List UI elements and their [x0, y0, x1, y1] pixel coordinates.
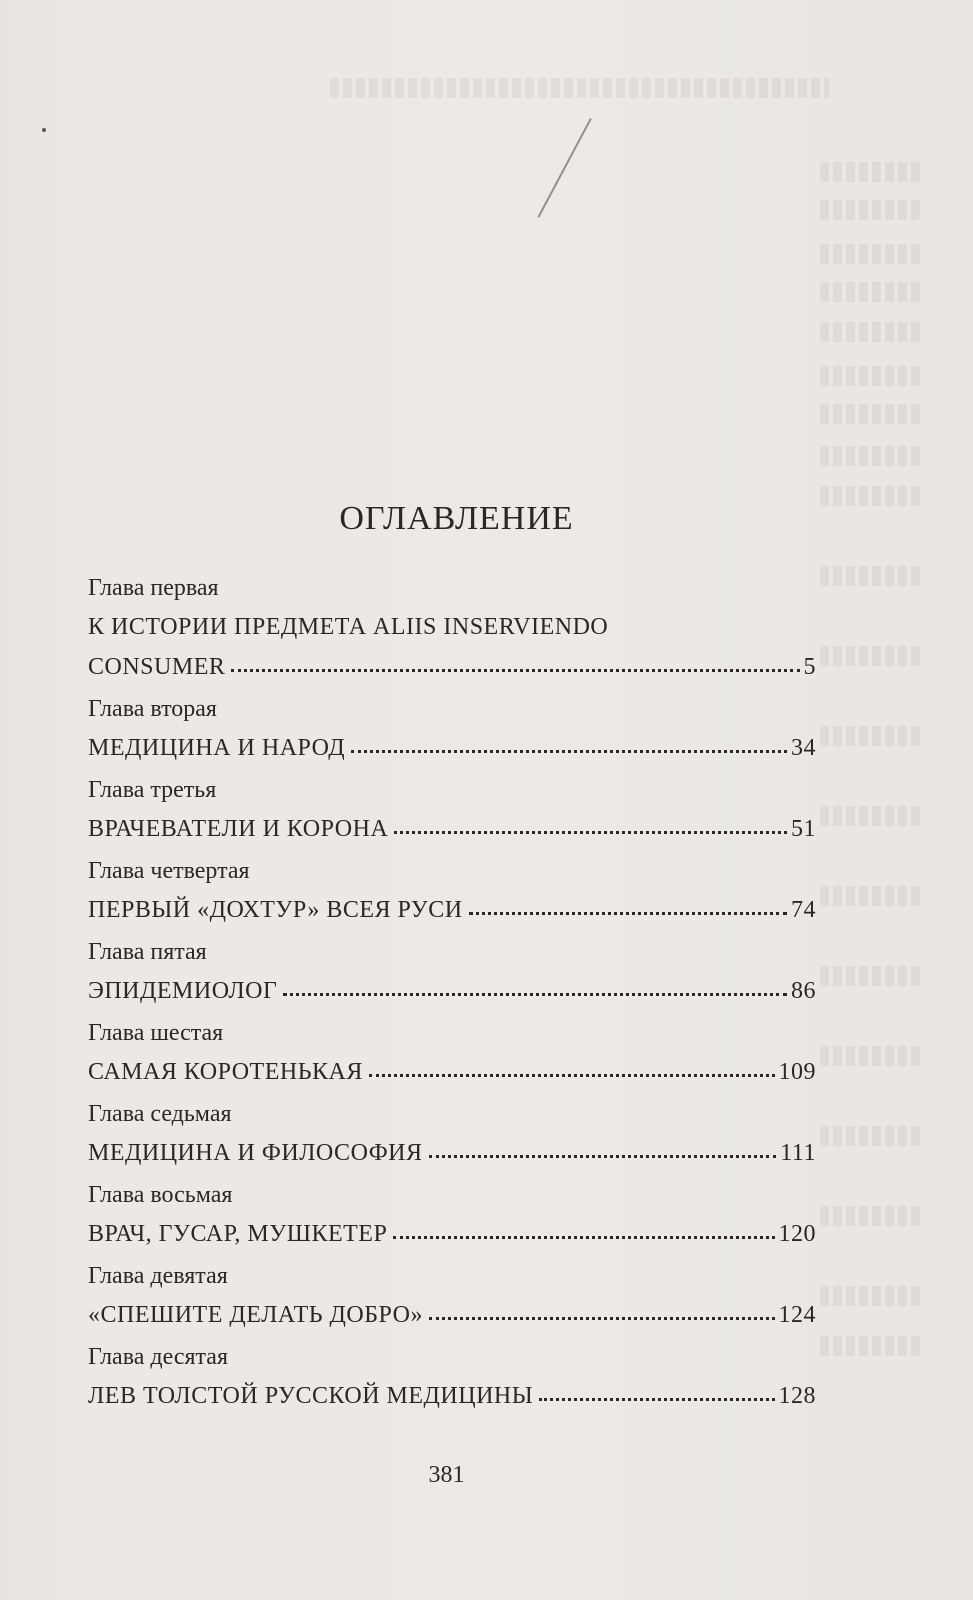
pen-stroke-mark — [537, 118, 591, 218]
dot-leader — [469, 908, 787, 915]
toc-entry — [88, 691, 816, 772]
chapter-label: Глава первая — [88, 575, 219, 601]
chapter-label: Глава третья — [88, 777, 217, 803]
chapter-label: Глава седьмая — [88, 1101, 232, 1127]
toc-entry — [88, 1258, 816, 1339]
chapter-title: К ИСТОРИИ ПРЕДМЕТА ALIIS INSERVIENDO — [88, 614, 609, 640]
page-ref: 51 — [791, 816, 816, 842]
dot-leader — [393, 1232, 774, 1239]
dot-leader — [231, 665, 799, 672]
toc-entry — [88, 1339, 816, 1420]
dot-leader — [429, 1313, 775, 1320]
toc-entry — [88, 772, 816, 853]
toc-entry — [88, 570, 816, 691]
page-ref: 124 — [778, 1302, 816, 1328]
table-of-contents — [88, 570, 816, 1420]
toc-line[interactable] — [88, 889, 816, 934]
chapter-label: Глава восьмая — [88, 1182, 233, 1208]
chapter-title-line — [88, 606, 816, 646]
chapter-title: «СПЕШИТЕ ДЕЛАТЬ ДОБРО» — [88, 1302, 423, 1328]
toc-line[interactable] — [88, 1051, 816, 1096]
chapter-label: Глава шестая — [88, 1020, 224, 1046]
page-ref: 111 — [780, 1140, 816, 1166]
dot-leader — [283, 989, 787, 996]
chapter-title: МЕДИЦИНА И НАРОД — [88, 735, 346, 761]
page-ref: 109 — [778, 1059, 816, 1085]
dot-leader — [429, 1151, 777, 1158]
chapter-title: МЕДИЦИНА И ФИЛОСОФИЯ — [88, 1140, 423, 1166]
toc-line[interactable] — [88, 808, 816, 853]
dot-leader — [369, 1070, 775, 1077]
page-ref: 5 — [803, 654, 816, 680]
dot-leader — [539, 1394, 774, 1401]
page-ref: 34 — [791, 735, 816, 761]
toc-entry — [88, 1177, 816, 1258]
chapter-label: Глава вторая — [88, 696, 217, 722]
ink-speck — [42, 128, 46, 132]
page-ref: 74 — [791, 897, 816, 923]
chapter-title: САМАЯ КОРОТЕНЬКАЯ — [88, 1059, 363, 1085]
toc-line[interactable] — [88, 727, 816, 772]
toc-line[interactable] — [88, 970, 816, 1015]
toc-line[interactable] — [88, 646, 816, 691]
dot-leader — [394, 827, 787, 834]
chapter-label: Глава четвертая — [88, 858, 250, 884]
toc-entry — [88, 1096, 816, 1177]
chapter-title: ВРАЧЕВАТЕЛИ И КОРОНА — [88, 816, 389, 842]
chapter-label: Глава девятая — [88, 1263, 228, 1289]
chapter-title: ПЕРВЫЙ «ДОХТУР» ВСЕЯ РУСИ — [88, 897, 463, 923]
page-ref: 86 — [791, 978, 816, 1004]
chapter-title: CONSUMER — [88, 654, 226, 680]
toc-entry — [88, 934, 816, 1015]
toc-entry — [88, 853, 816, 934]
toc-line[interactable] — [88, 1213, 816, 1258]
page-ref: 128 — [778, 1383, 816, 1409]
toc-entry — [88, 1015, 816, 1096]
chapter-title: ВРАЧ, ГУСАР, МУШКЕТЕР — [88, 1221, 388, 1247]
page-ref: 120 — [778, 1221, 816, 1247]
dot-leader — [351, 746, 787, 753]
chapter-title: ЛЕВ ТОЛСТОЙ РУССКОЙ МЕДИЦИНЫ — [88, 1383, 534, 1409]
toc-line[interactable] — [88, 1294, 816, 1339]
toc-line[interactable] — [88, 1375, 816, 1420]
page-number: 381 — [428, 1462, 465, 1488]
toc-heading: ОГЛАВЛЕНИЕ — [339, 500, 574, 537]
chapter-title: ЭПИДЕМИОЛОГ — [88, 978, 278, 1004]
toc-line[interactable] — [88, 1132, 816, 1177]
chapter-label: Глава пятая — [88, 939, 207, 965]
chapter-label: Глава десятая — [88, 1344, 228, 1370]
